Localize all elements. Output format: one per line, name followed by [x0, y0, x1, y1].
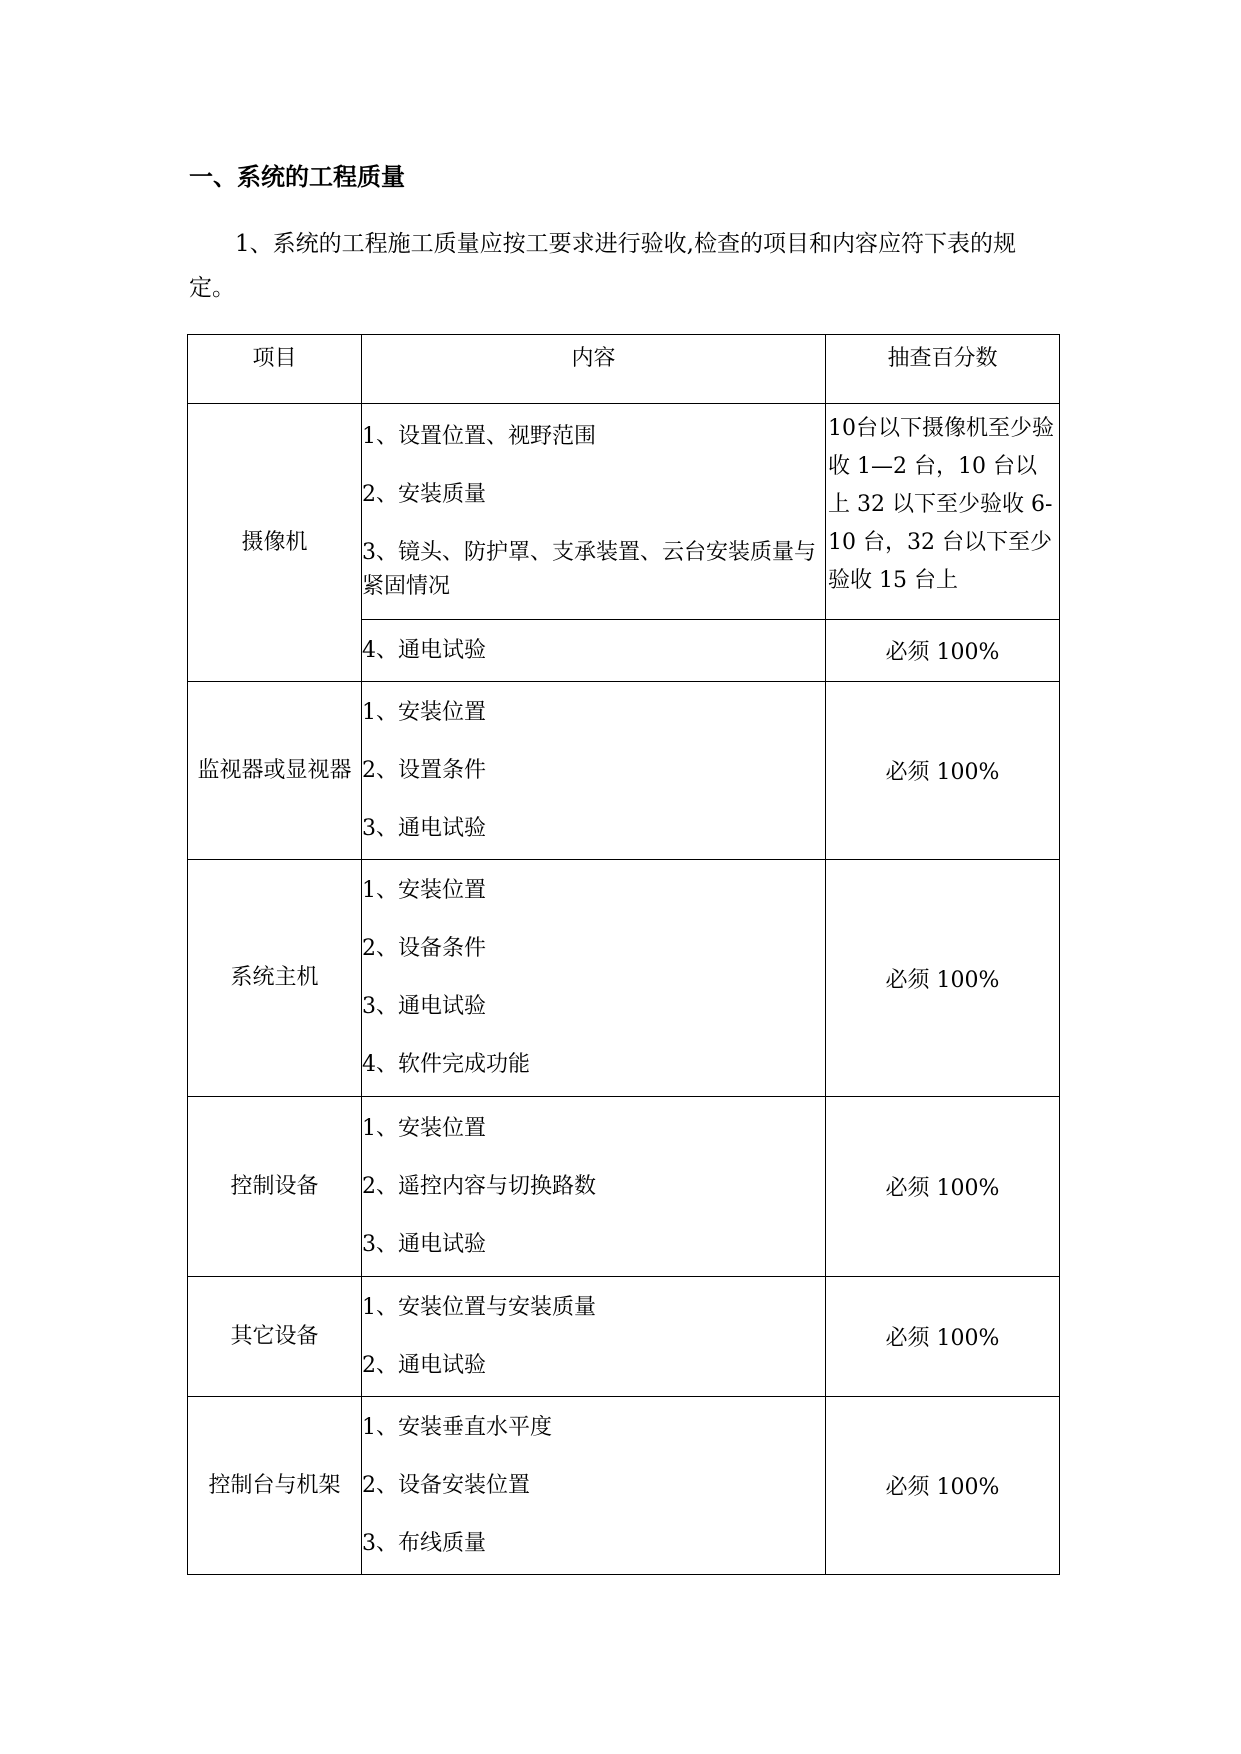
row-item: 其它设备	[188, 1277, 362, 1397]
inspection-table	[187, 334, 1060, 1575]
table-row	[188, 1277, 1060, 1397]
table-row	[188, 1397, 1060, 1575]
content-line: 1、设置位置、视野范围	[362, 423, 596, 449]
section-heading: 一、系统的工程质量	[189, 162, 405, 191]
row-ratio: 必须 100%	[826, 1277, 1060, 1397]
table-row	[188, 1097, 1060, 1277]
content-line: 2、安装质量	[362, 481, 486, 507]
table-row	[188, 682, 1060, 860]
content-line: 2、通电试验	[362, 1352, 486, 1378]
header-item: 项目	[188, 335, 362, 404]
row-content	[362, 1097, 826, 1277]
row-content	[362, 860, 826, 1097]
table-header-row	[188, 335, 1060, 404]
row-content	[362, 1277, 826, 1397]
content-line: 3、通电试验	[362, 815, 486, 841]
content-line: 4、通电试验	[362, 637, 486, 663]
row-item: 系统主机	[188, 860, 362, 1097]
content-line: 4、软件完成功能	[362, 1052, 530, 1077]
row-item: 监视器或显视器	[188, 682, 362, 860]
content-line: 1、安装垂直水平度	[362, 1414, 552, 1440]
row-ratio: 必须 100%	[826, 860, 1060, 1097]
content-line: 2、设置条件	[362, 757, 486, 783]
row-ratio: 10台以下摄像机至少验收 1—2 台，10 台以上 32 以下至少验收 6-10 台，32 台以下至少验收 15 台上	[826, 404, 1060, 620]
row-item: 控制设备	[188, 1097, 362, 1277]
row-content	[362, 620, 826, 682]
content-line: 1、安装位置	[362, 878, 486, 903]
table-row	[188, 860, 1060, 1097]
intro-paragraph: 1、系统的工程施工质量应按工要求进行验收,检查的项目和内容应符下表的规定。	[189, 231, 1016, 301]
row-content	[362, 1397, 826, 1575]
content-line: 1、安装位置与安装质量	[362, 1294, 596, 1320]
row-content	[362, 682, 826, 860]
content-line: 2、遥控内容与切换路数	[362, 1173, 596, 1199]
content-line: 3、布线质量	[362, 1530, 486, 1556]
row-content	[362, 404, 826, 620]
row-ratio: 必须 100%	[826, 620, 1060, 682]
content-line: 1、安装位置	[362, 1115, 486, 1141]
row-item: 摄像机	[188, 404, 362, 682]
row-ratio: 必须 100%	[826, 1397, 1060, 1575]
content-line: 1、安装位置	[362, 699, 486, 725]
content-line: 3、镜头、防护罩、支承装置、云台安装质量与紧固情况	[362, 539, 816, 599]
content-line: 2、设备安装位置	[362, 1472, 530, 1498]
row-ratio: 必须 100%	[826, 1097, 1060, 1277]
row-ratio: 必须 100%	[826, 682, 1060, 860]
content-line: 3、通电试验	[362, 994, 486, 1019]
header-ratio: 抽查百分数	[826, 335, 1060, 404]
row-item: 控制台与机架	[188, 1397, 362, 1575]
content-line: 2、设备条件	[362, 936, 486, 961]
header-content: 内容	[362, 335, 826, 404]
content-line: 3、通电试验	[362, 1231, 486, 1257]
table-row	[188, 404, 1060, 620]
